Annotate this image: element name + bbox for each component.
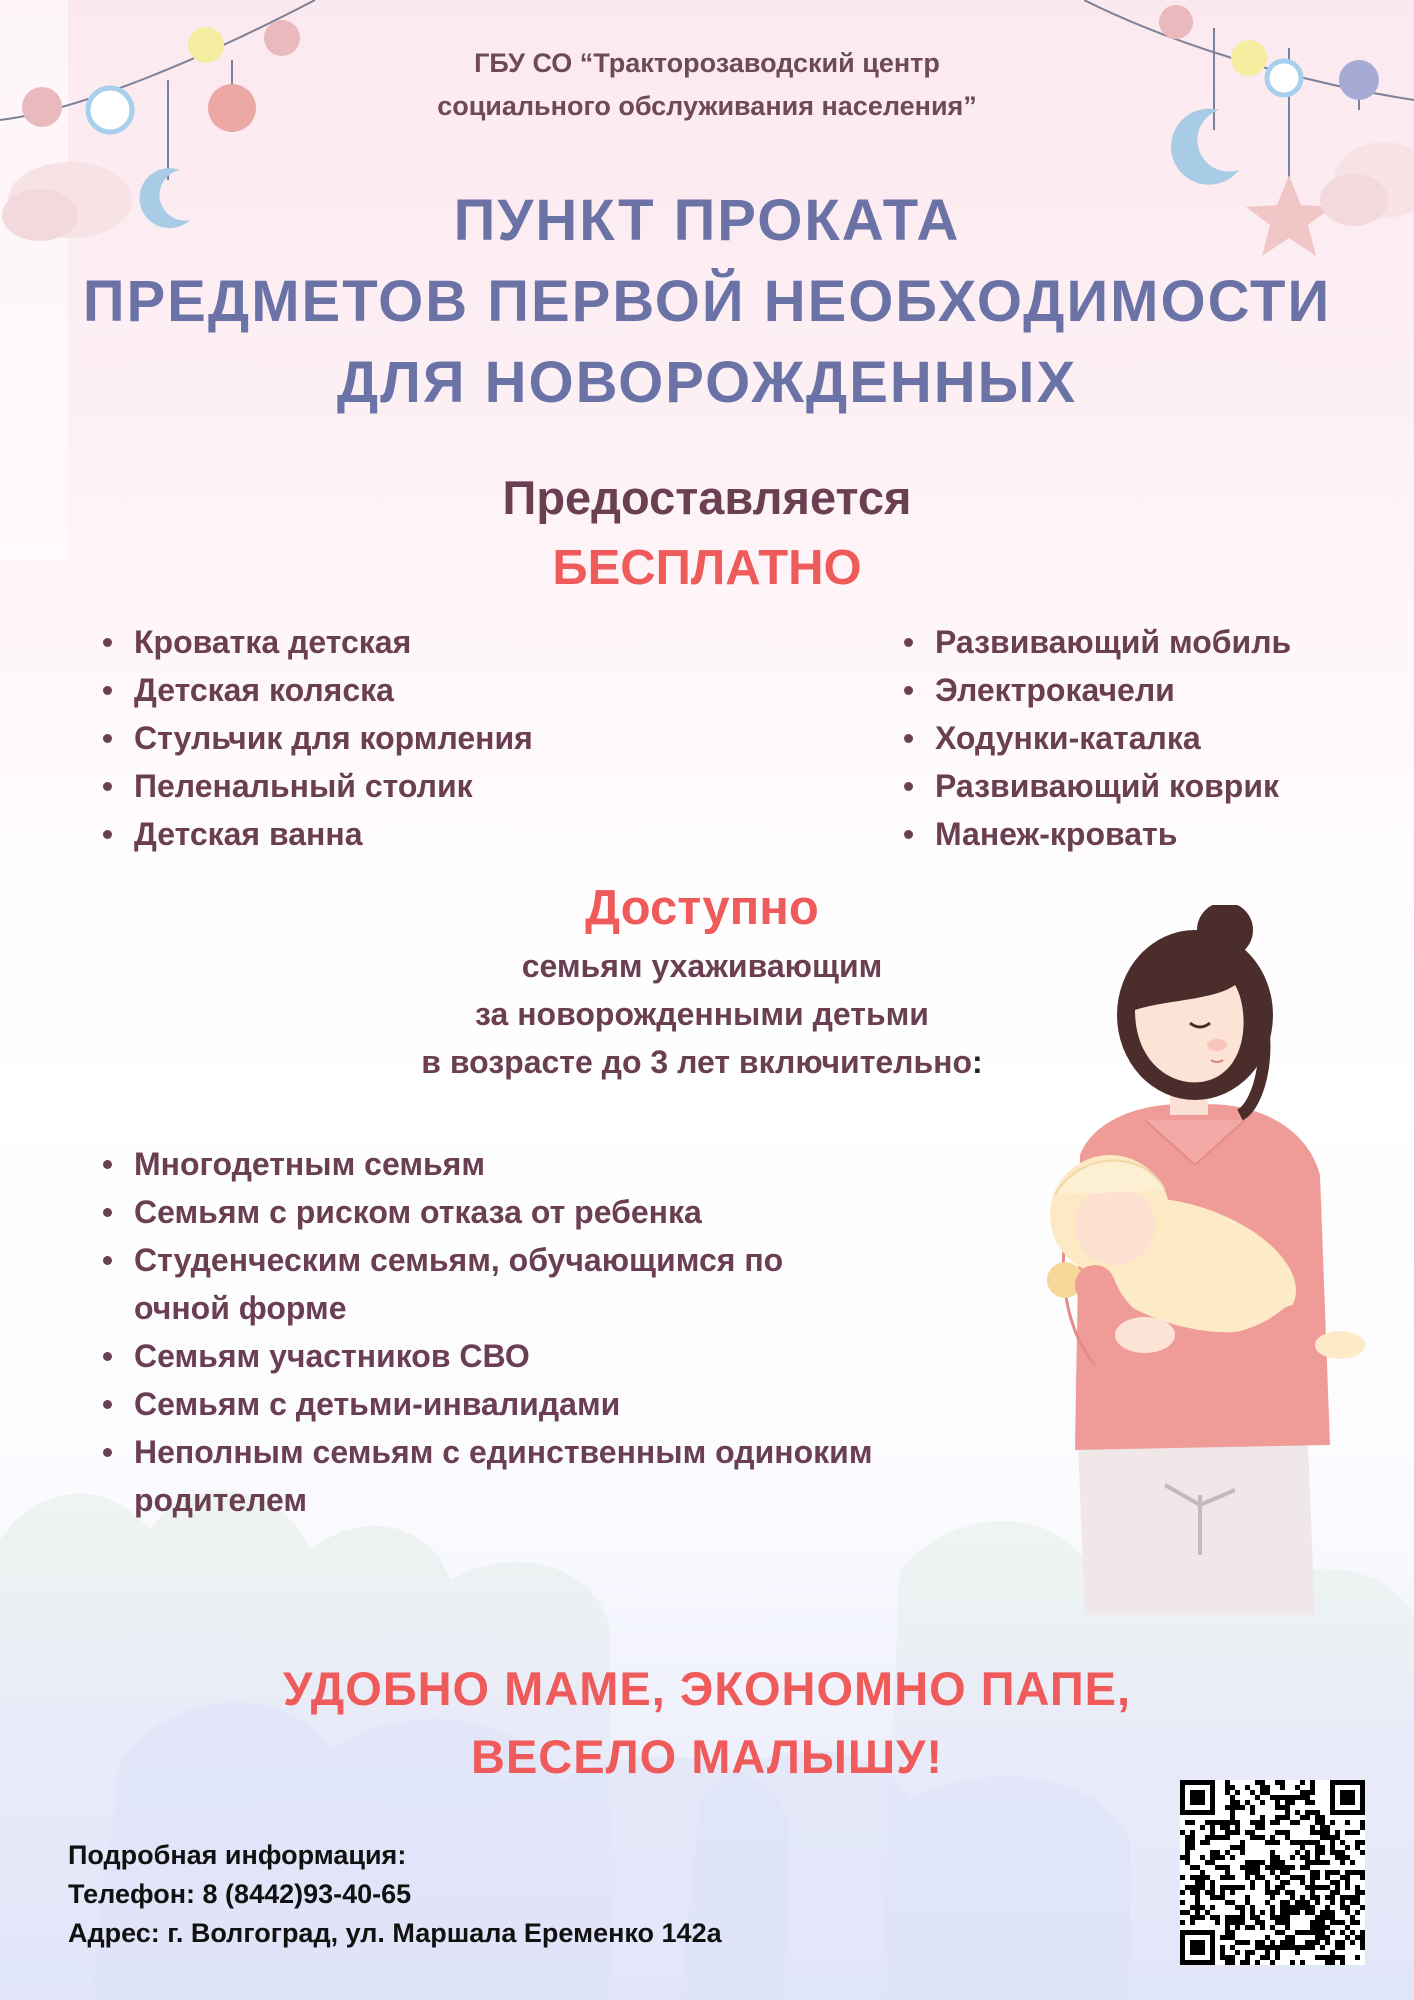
organization-name xyxy=(0,42,1414,128)
list-item: Электрокачели xyxy=(900,666,1291,714)
availability-heading: Доступно xyxy=(585,881,819,935)
list-item: Манеж-кровать xyxy=(900,810,1291,858)
list-item: Семьям участников СВО xyxy=(99,1332,879,1380)
availability-colon: : xyxy=(972,1044,983,1080)
list-item: Детская коляска xyxy=(99,666,533,714)
families-list xyxy=(99,1140,879,1524)
items-left-list xyxy=(99,618,533,858)
availability-line-3: в возрасте до 3 лет включительно xyxy=(421,1044,973,1080)
list-item: Семьям с детьми-инвалидами xyxy=(99,1380,879,1428)
provided-label: Предоставляется xyxy=(502,471,912,524)
list-item: Кроватка детская xyxy=(99,618,533,666)
contact-phone: Телефон: 8 (8442)93-40-65 xyxy=(68,1879,412,1909)
title-line-3: ДЛЯ НОВОРОЖДЕННЫХ xyxy=(336,350,1078,415)
items-right-list xyxy=(900,618,1291,858)
org-line-2: социального обслуживания населения” xyxy=(437,91,977,121)
slogan xyxy=(0,1655,1414,1791)
list-item: Развивающий мобиль xyxy=(900,618,1291,666)
mother-with-baby-illustration xyxy=(985,905,1390,1615)
free-label: БЕСПЛАТНО xyxy=(552,541,862,595)
slogan-line-1: УДОБНО МАМЕ, ЭКОНОМНО ПАПЕ, xyxy=(282,1662,1132,1715)
list-item: Стульчик для кормления xyxy=(99,714,533,762)
list-item: Ходунки-каталка xyxy=(900,714,1291,762)
page-title xyxy=(0,180,1414,423)
list-item: Детская ванна xyxy=(99,810,533,858)
title-line-2: ПРЕДМЕТОВ ПЕРВОЙ НЕОБХОДИМОСТИ xyxy=(82,269,1332,334)
availability-line-1: семьям ухаживающим xyxy=(521,948,883,984)
list-item: Пеленальный столик xyxy=(99,762,533,810)
slogan-line-2: ВЕСЕЛО МАЛЫШУ! xyxy=(471,1730,943,1783)
contact-info xyxy=(68,1836,722,1953)
title-line-1: ПУНКТ ПРОКАТА xyxy=(453,188,961,253)
list-item: Семьям с риском отказа от ребенка xyxy=(99,1188,879,1236)
contact-address: Адрес: г. Волгоград, ул. Маршала Еременко 142а xyxy=(68,1918,722,1948)
list-item: Неполным семьям с единственным одиноким родителем xyxy=(99,1428,879,1524)
list-item: Многодетным семьям xyxy=(99,1140,879,1188)
list-item: Развивающий коврик xyxy=(900,762,1291,810)
availability-line-2: за новорожденными детьми xyxy=(475,996,929,1032)
org-line-1: ГБУ СО “Тракторозаводский центр xyxy=(474,48,940,78)
contact-heading: Подробная информация: xyxy=(68,1840,407,1870)
list-item: Студенческим семьям, обучающимся по очной форме xyxy=(99,1236,879,1332)
qr-code[interactable] xyxy=(1180,1780,1365,1965)
